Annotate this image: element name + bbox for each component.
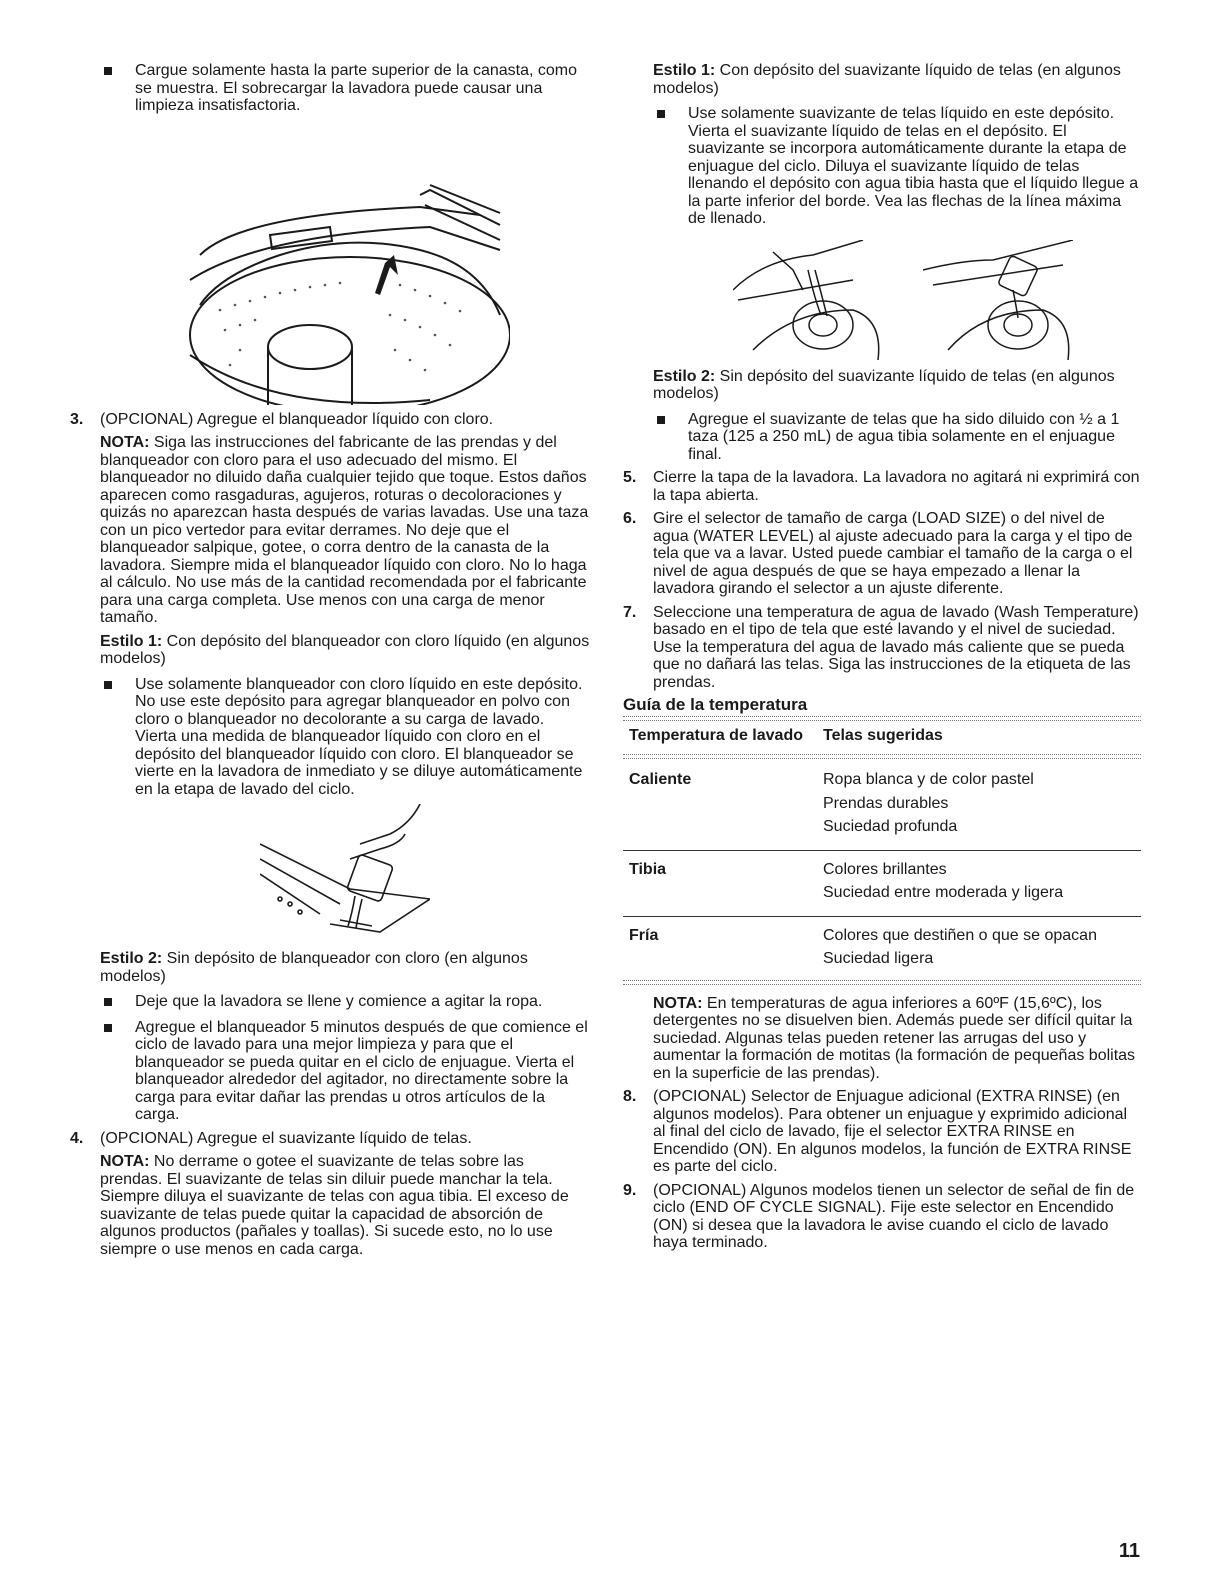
note-temperature (653, 995, 1141, 1083)
bleach-style-1-label: Estilo 1: (100, 632, 163, 650)
note-label: NOTA: (100, 434, 150, 451)
left-column (70, 62, 590, 1258)
washer-basket-illustration (180, 115, 510, 405)
fabric-item: Colores que destiñen o que se opacan (823, 926, 1097, 944)
softener-style-1-text: Con depósito del suavizante líquido de telas (en algunos modelos) (653, 62, 1121, 97)
step-4-text: (OPCIONAL) Agregue el suavizante líquido de telas. (100, 1129, 472, 1147)
step-7-number: 7. (623, 603, 637, 621)
fabric-item: Suciedad entre moderada y ligera (823, 884, 1064, 901)
step-8-text: (OPCIONAL) Selector de Enjuague adicional (EXTRA RINSE) (en algunos modelos). Para obtener un enjuague y exprimido adicional al final del ciclo de lavado, fije el selector EXTRA RINSE en Encendido (ON). En algunos modelos, la función de EXTRA RINSE es parte del ciclo. (653, 1088, 1132, 1175)
fabric-item: Colores brillantes (823, 860, 947, 878)
note-softener (100, 1153, 590, 1258)
softener-style-2-text: Sin depósito del suavizante líquido de telas (en algunos modelos) (653, 367, 1115, 402)
table-row (623, 927, 1141, 974)
step-5-number: 5. (623, 469, 637, 486)
temp-cell: Fría (629, 926, 659, 944)
bleach-style-2-text: Sin depósito de blanqueador con cloro (en algunos modelos) (100, 950, 528, 985)
table-header-fabrics: Telas sugeridas (823, 726, 943, 744)
temperature-guide-title: Guía de la temperatura (623, 695, 808, 714)
softener-style-1 (653, 62, 1141, 97)
note-temperature-text: En temperaturas de agua inferiores a 60ºF (15,6ºC), los detergentes no se disuelven bien. Además puede ser difícil quitar la suciedad. Algunas telas pueden retener las arrugas del uso y aumentar la formación de motitas (la formación de pequeñas bolitas en la superficie de las prendas). (653, 994, 1136, 1082)
fabric-item: Ropa blanca y de color pastel (823, 771, 1034, 788)
bleach-style-1-bullet: Use solamente blanqueador con cloro líquido en este depósito. No use este depósito para agregar blanqueador en polvo con cloro o blanqueador no decolorante a su carga de lavado. Vierta una medida de blanqueador líquido con cloro en el depósito del blanqueador líquido con cloro. El blanqueador se vierte en la lavadora de inmediato y se diluye automáticamente en la etapa de lavado del ciclo. (100, 676, 590, 799)
step-9-number: 9. (623, 1181, 637, 1199)
table-divider (623, 716, 1141, 721)
step-3 (70, 410, 590, 429)
step-5-text: Cierre la tapa de la lavadora. La lavadora no agitará ni exprimirá con la tapa abierta. (653, 469, 1140, 504)
step-4 (70, 1129, 590, 1148)
fabrics-cell (823, 861, 1141, 908)
bleach-style-2-bullet-2: Agregue el blanqueador 5 minutos después de que comience el ciclo de lavado para una mejor limpieza y para que el blanqueador se pueda quitar en el ciclo de enjuague. Vierta el blanqueador alrededor del agitador, no directamente sobre la carga para evitar dañar las prendas u otros artículos de la carga. (100, 1019, 590, 1124)
table-row (623, 771, 1141, 842)
table-row-rule (623, 916, 1141, 917)
note-label: NOTA: (653, 994, 703, 1012)
note-bleach-text: Siga las instrucciones del fabricante de las prendas y del blanqueador con cloro para el uso adecuado del mismo. El blanqueador no diluido daña cualquier tejido que toque. Estos daños aparecen como rasgaduras, agujeros, roturas o decoloraciones y quizás no aparezcan hasta después de varias lavadas. Use una taza con un pico vertedor para evitar derrames. No deje que el blanqueador salpique, gotee, o corra dentro de la canasta de la lavadora. Siempre mida el blanqueador líquido con cloro. No lo haga al cálculo. No use más de la cantidad recomendada por el fabricante para una carga completa. Use menos con una carga de menor tamaño. (100, 434, 589, 626)
table-divider (623, 754, 1141, 759)
page-number: 11 (1118, 1540, 1140, 1562)
table-divider (623, 980, 1141, 985)
pour-bleach-illustration (260, 804, 430, 944)
softener-style-1-bullet: Use solamente suavizante de telas líquido en este depósito. Vierta el suavizante líquido de telas en el depósito. El suavizante se incorpora automáticamente durante la etapa de enjuague del ciclo. Diluya el suavizante líquido de telas llenando el depósito con agua tibia hasta que el líquido llegue a la parte inferior del borde. Vea las flechas de la línea máxima de llenado. (653, 105, 1141, 228)
softener-style-2 (653, 368, 1141, 403)
step-8 (623, 1088, 1141, 1176)
fabric-item: Prendas durables (823, 794, 949, 812)
step-7 (623, 603, 1141, 692)
temp-cell: Tibia (629, 860, 667, 878)
bleach-style-2 (100, 950, 590, 985)
step-6 (623, 510, 1141, 598)
right-column (623, 62, 1141, 1252)
softener-style-2-bullet: Agregue el suavizante de telas que ha sido diluido con ½ a 1 taza (125 a 250 mL) de agua tibia solamente en el enjuague final. (653, 411, 1141, 464)
temp-cell: Caliente (629, 771, 692, 788)
table-header-temperature: Temperatura de lavado (629, 726, 803, 744)
step-3-number: 3. (70, 410, 84, 428)
softener-style-2-label: Estilo 2: (653, 367, 716, 385)
table-row-rule (623, 850, 1141, 851)
step-3-text: (OPCIONAL) Agregue el blanqueador líquido con cloro. (100, 410, 494, 428)
step-5 (623, 469, 1141, 504)
softener-dispenser-illustration (733, 240, 1073, 360)
bleach-style-1-text: Con depósito del blanqueador con cloro líquido (en algunos modelos) (100, 632, 590, 667)
bleach-style-2-label: Estilo 2: (100, 950, 163, 967)
note-bleach (100, 434, 590, 627)
step-9 (623, 1181, 1141, 1252)
step-4-number: 4. (70, 1129, 84, 1147)
table-row (623, 861, 1141, 908)
fabric-item: Suciedad profunda (823, 818, 958, 835)
step-7-text: Seleccione una temperatura de agua de lavado (Wash Temperature) basado en el tipo de tela que esté lavando y el nivel de suciedad. Use la temperatura del agua de lavado más caliente que se pueda que no dañará las telas. Siga las instrucciones de la etiqueta de las prendas. (653, 603, 1139, 691)
fabrics-cell (823, 927, 1141, 974)
softener-style-1-label: Estilo 1: (653, 62, 716, 79)
step-8-number: 8. (623, 1088, 637, 1105)
note-label: NOTA: (100, 1153, 150, 1170)
bleach-style-1 (100, 633, 590, 668)
step-6-number: 6. (623, 510, 637, 527)
temperature-guide-table (623, 696, 1141, 985)
table-header-row (623, 727, 1141, 745)
fabrics-cell (823, 771, 1141, 842)
note-softener-text: No derrame o gotee el suavizante de telas sobre las prendas. El suavizante de telas sin diluir puede manchar la tela. Siempre diluya el suavizante de telas con agua tibia. El exceso de suavizante de telas puede quitar la capacidad de absorción de algunos productos (pañales y toallas). Si sucede esto, no lo use siempre o use menos en cada carga. (100, 1153, 569, 1258)
step-6-text: Gire el selector de tamaño de carga (LOAD SIZE) o del nivel de agua (WATER LEVEL) al ajuste adecuado para la carga y el tipo de tela que va a lavar. Usted puede cambiar el tamaño de la carga o el nivel de agua después de que se haya empezado a llenar la lavadora girando el selector a un ajuste diferente. (653, 510, 1133, 597)
bullet-load-limit: Cargue solamente hasta la parte superior de la canasta, como se muestra. El sobrecargar la lavadora puede causar una limpieza insatisfactoria. (100, 62, 590, 115)
step-9-text: (OPCIONAL) Algunos modelos tienen un selector de señal de fin de ciclo (END OF CYCLE SIGNAL). Fije este selector en Encendido (ON) si desea que la lavadora le avise cuando el ciclo de lavado haya terminado. (653, 1181, 1135, 1251)
bleach-style-2-bullet-1: Deje que la lavadora se llene y comience a agitar la ropa. (100, 993, 590, 1011)
fabric-item: Suciedad ligera (823, 950, 934, 967)
